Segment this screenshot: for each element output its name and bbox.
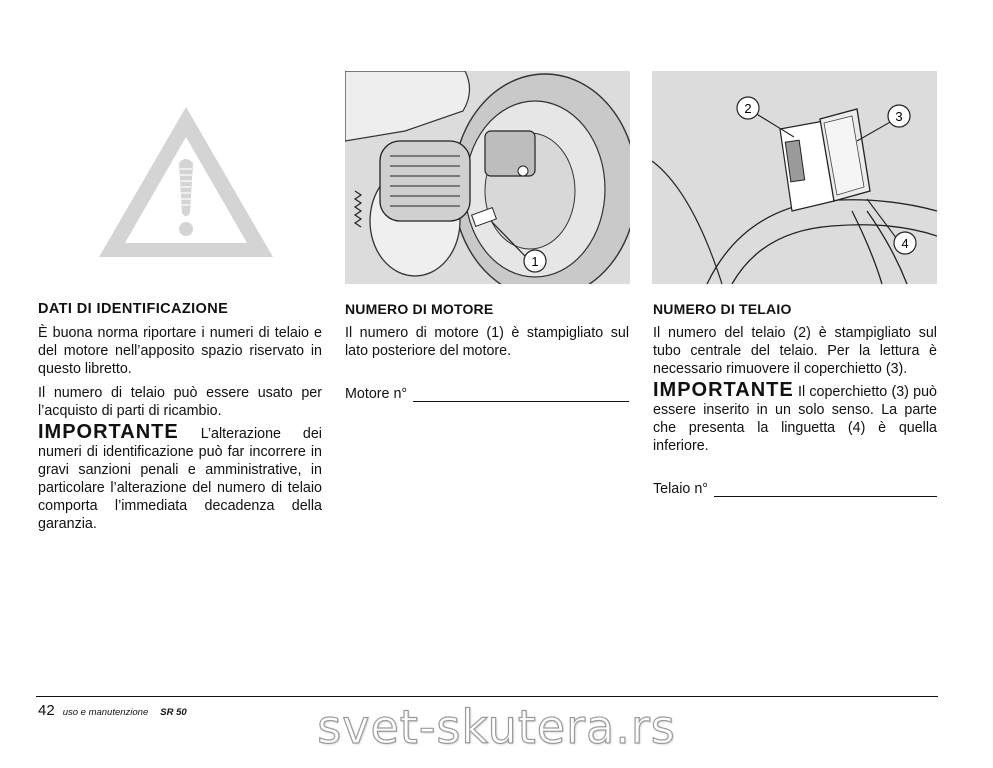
important-label: IMPORTANTE xyxy=(38,421,179,443)
engine-number-field xyxy=(345,386,629,402)
engine-number-label: Motore n° xyxy=(345,386,408,402)
engine-number-heading: NUMERO DI MOTORE xyxy=(345,301,494,317)
engine-number-figure xyxy=(345,71,630,284)
footer-divider xyxy=(36,696,938,697)
callout-3: 3 xyxy=(895,109,903,124)
identification-paragraph-2: Il numero di telaio può essere usato per l’acquisto di parti di ricambio. xyxy=(38,385,322,419)
identification-important-note xyxy=(38,423,322,533)
identification-paragraph-1: È buona norma riportare i numeri di telaio e del motore nell’apposito spazio riservato in questo libretto. xyxy=(38,325,322,377)
right-column xyxy=(653,301,937,497)
middle-column xyxy=(345,301,629,402)
callout-2: 2 xyxy=(744,101,752,116)
engine-number-paragraph: Il numero di motore (1) è stampigliato sul lato posteriore del motore. xyxy=(345,325,629,359)
left-column xyxy=(38,301,322,533)
frame-number-paragraph: Il numero del telaio (2) è stampigliato sul tubo centrale del telaio. Per la lettura è necessario rimuovere il coperchietto (3). xyxy=(653,325,937,377)
frame-number-write-line xyxy=(714,482,937,497)
frame-number-figure xyxy=(652,71,937,284)
frame-number-heading: NUMERO DI TELAIO xyxy=(653,301,792,317)
important-label: IMPORTANTE xyxy=(653,379,794,401)
manual-title: uso e manutenzione xyxy=(62,707,149,718)
frame-number-label: Telaio n° xyxy=(653,481,708,497)
callout-4: 4 xyxy=(901,236,909,251)
identification-heading: DATI DI IDENTIFICAZIONE xyxy=(38,301,229,317)
frame-illustration xyxy=(652,71,937,284)
engine-illustration xyxy=(345,71,630,284)
frame-number-field xyxy=(653,481,937,497)
warning-triangle-icon xyxy=(95,103,277,261)
page-number: 42 xyxy=(38,702,55,719)
model-name: SR 50 xyxy=(160,707,187,718)
engine-number-write-line xyxy=(413,387,629,402)
important-text: L’alterazione dei numeri di identificazione può far incorrere in gravi sanzioni penali e amministrative, in particolare l’alterazione del numero di telaio comporta l’immediata decadenza della garanzia. xyxy=(38,426,322,532)
watermark: svet-skutera.rs xyxy=(317,700,676,754)
callout-1: 1 xyxy=(531,254,539,269)
frame-important-note xyxy=(653,381,937,455)
important-text: Il coperchietto (3) può essere inserito in un solo senso. La parte che presenta la linguetta (4) è quella inferiore. xyxy=(653,384,937,454)
